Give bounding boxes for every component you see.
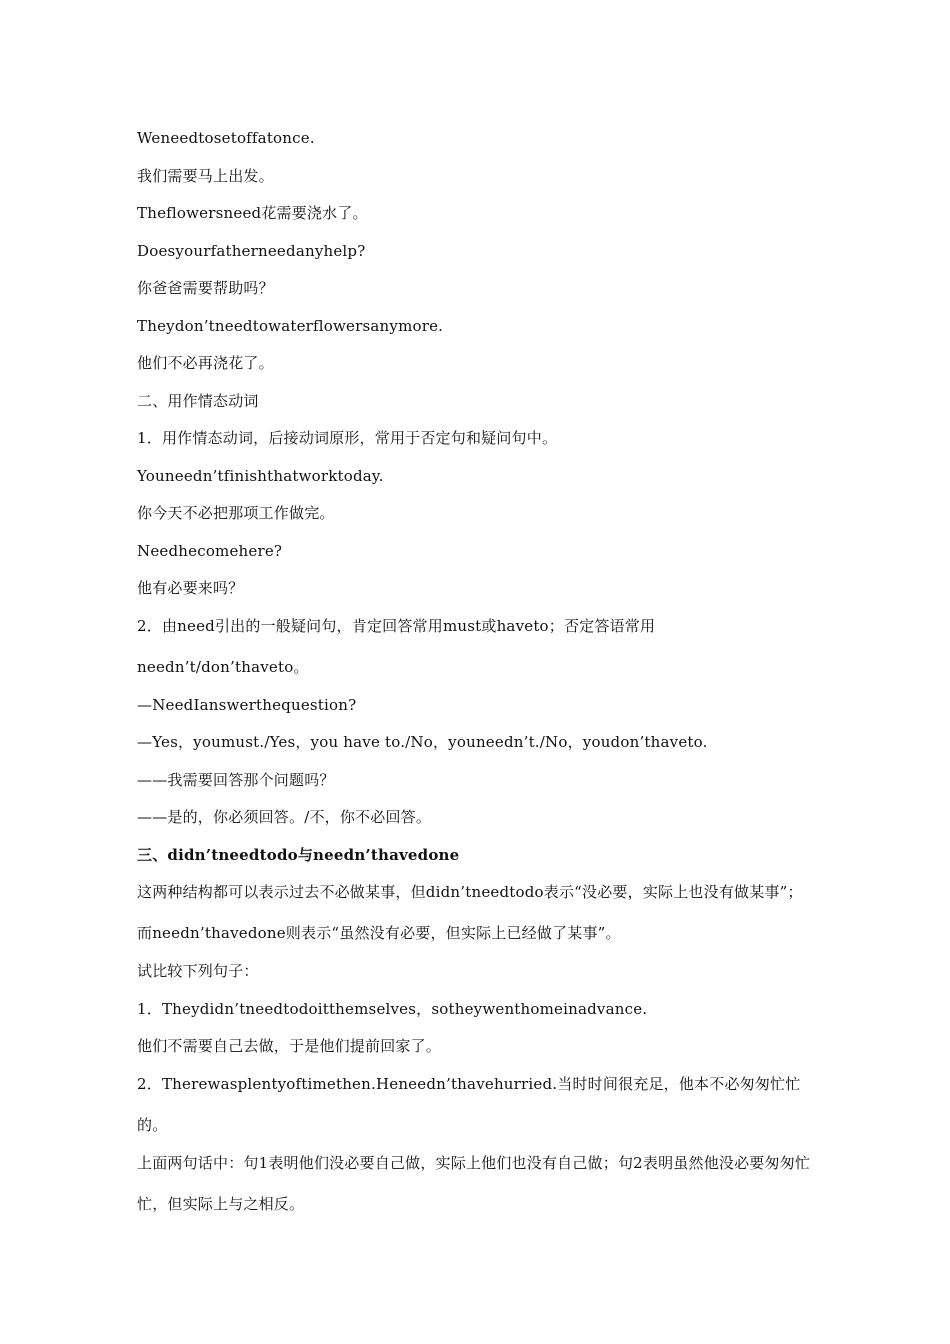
text-line: Weneedtosetoffatonce. xyxy=(137,129,315,147)
text-line: 你爸爸需要帮助吗？ xyxy=(137,279,274,297)
text-line: Theydon’tneedtowaterflowersanymore. xyxy=(137,316,444,335)
text-line: —NeedIanswerthequestion? xyxy=(137,695,357,714)
text-line: 我们需要马上出发。 xyxy=(137,166,274,185)
text-line: ——我需要回答那个问题吗？ xyxy=(137,770,335,789)
text-line: 他有必要来吗？ xyxy=(137,579,244,597)
text-line: 你今天不必把那项工作做完。 xyxy=(137,504,335,522)
text-line: —Yes，youmust./Yes，you have to./No，youneedn’t./No，youdon’thaveto. xyxy=(137,733,708,751)
text-paragraph: 上面两句话中：句1表明他们没必要自己做，实际上他们也没有自己做；句2表明虽然他没必要匆匆忙忙，但实际上与之相反。 xyxy=(137,1153,811,1213)
text-line: 1．用作情态动词，后接动词原形，常用于否定句和疑问句中。 xyxy=(137,429,558,447)
text-line: 1．Theydidn’tneedtodoitthemselves，sotheywenthomeinadvance. xyxy=(137,999,648,1018)
text-line: Theflowersneed花需要浇水了。 xyxy=(137,204,368,222)
text-line: Doesyourfatherneedanyhelp? xyxy=(137,241,366,260)
section-heading: 三、didn’tneedtodo与needn’thavedone xyxy=(137,845,460,864)
document-body xyxy=(137,128,817,1232)
text-line: ——是的，你必须回答。/不，你不必回答。 xyxy=(137,808,432,826)
text-line: Needhecomehere? xyxy=(137,541,283,560)
text-paragraph: 2．由need引出的一般疑问句，肯定回答常用must或haveto；否定答语常用needn’t/don’thaveto。 xyxy=(137,616,656,676)
text-paragraph: 这两种结构都可以表示过去不必做某事，但didn’tneedtodo表示“没必要，实际上也没有做某事”；而needn’thavedone则表示“虽然没有必要，但实际上已经做了某事”。 xyxy=(137,883,803,942)
text-line: 他们不必再浇花了。 xyxy=(137,354,274,372)
text-line: 试比较下列句子： xyxy=(137,962,259,980)
text-paragraph: 2．Therewasplentyoftimethen.Heneedn’thavehurried.当时时间很充足，他本不必匆匆忙忙的。 xyxy=(137,1074,801,1134)
text-line: Youneedn’tfinishthatworktoday. xyxy=(137,466,384,485)
text-line: 他们不需要自己去做，于是他们提前回家了。 xyxy=(137,1037,442,1055)
section-heading: 二、用作情态动词 xyxy=(137,391,259,410)
